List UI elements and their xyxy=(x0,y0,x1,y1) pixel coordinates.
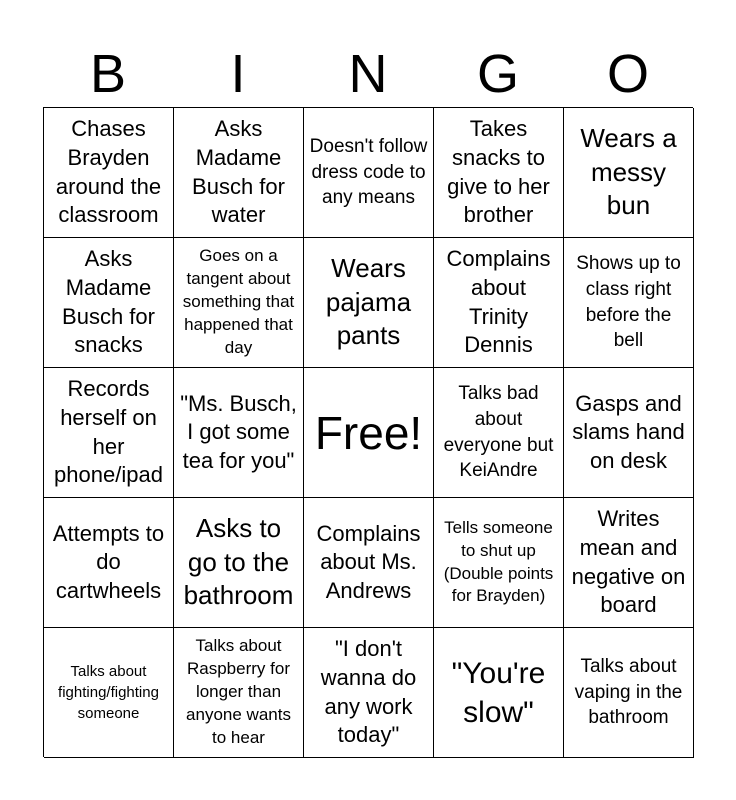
cell-text: Writes mean and negative on board xyxy=(571,506,686,618)
cell-text: Talks bad about everyone but KeiAndre xyxy=(443,383,554,482)
header-letter-g: G xyxy=(476,44,519,104)
bingo-cell[interactable] xyxy=(564,368,694,498)
bingo-cell[interactable] xyxy=(304,108,434,238)
header-letter-i: I xyxy=(230,44,246,104)
bingo-cell[interactable] xyxy=(304,238,434,368)
cell-text: Wears a messy bun xyxy=(580,122,677,221)
bingo-cell[interactable] xyxy=(174,108,304,238)
cell-text: "I don't wanna do any work today" xyxy=(320,636,417,748)
free-space-text: Free! xyxy=(314,406,423,459)
bingo-cell[interactable] xyxy=(434,238,564,368)
cell-text: "Ms. Busch, I got some tea for you" xyxy=(180,390,297,473)
free-space-cell[interactable] xyxy=(304,368,434,498)
bingo-cell[interactable] xyxy=(174,628,304,758)
cell-text: Records herself on her phone/ipad xyxy=(54,376,163,488)
cell-text: Talks about vaping in the bathroom xyxy=(574,656,683,729)
bingo-cell[interactable] xyxy=(44,108,174,238)
bingo-cell[interactable] xyxy=(564,108,694,238)
bingo-cell[interactable] xyxy=(44,368,174,498)
cell-text: Gasps and slams hand on desk xyxy=(572,390,685,473)
bingo-cell[interactable] xyxy=(564,498,694,628)
bingo-cell[interactable] xyxy=(304,628,434,758)
cell-text: Complains about Ms. Andrews xyxy=(316,520,421,603)
bingo-cell[interactable] xyxy=(434,628,564,758)
cell-text: Complains about Trinity Dennis xyxy=(446,246,551,358)
cell-text: Tells someone to shut up (Double points for Brayden) xyxy=(443,517,554,606)
cell-text: Asks to go to the bathroom xyxy=(183,512,294,611)
cell-text: Goes on a tangent about something that happened that day xyxy=(182,246,295,357)
bingo-header xyxy=(43,44,693,104)
bingo-cell[interactable] xyxy=(304,498,434,628)
bingo-cell[interactable] xyxy=(434,498,564,628)
header-letter-b: B xyxy=(89,44,127,104)
cell-text: Chases Brayden around the classroom xyxy=(55,116,162,228)
bingo-cell[interactable] xyxy=(44,628,174,758)
cell-text: Talks about Raspberry for longer than anyone wants to hear xyxy=(186,636,291,747)
cell-text: Asks Madame Busch for water xyxy=(192,116,285,228)
cell-text: Talks about fighting/fighting someone xyxy=(58,663,159,722)
bingo-cell[interactable] xyxy=(174,238,304,368)
header-letter-n: N xyxy=(348,44,388,104)
bingo-cell[interactable] xyxy=(434,368,564,498)
bingo-cell[interactable] xyxy=(174,498,304,628)
bingo-cell[interactable] xyxy=(44,498,174,628)
cell-text: Shows up to class right before the bell xyxy=(576,253,681,352)
bingo-board xyxy=(43,107,693,757)
bingo-cell[interactable] xyxy=(564,628,694,758)
bingo-cell[interactable] xyxy=(434,108,564,238)
bingo-cell[interactable] xyxy=(174,368,304,498)
cell-text: Takes snacks to give to her brother xyxy=(447,116,550,228)
cell-text: Asks Madame Busch for snacks xyxy=(62,246,155,358)
bingo-cell[interactable] xyxy=(564,238,694,368)
cell-text: Doesn't follow dress code to any means xyxy=(309,136,428,209)
header-letter-o: O xyxy=(606,44,649,104)
cell-text: Attempts to do cartwheels xyxy=(52,520,165,603)
bingo-cell[interactable] xyxy=(44,238,174,368)
cell-text: "You're slow" xyxy=(451,656,546,729)
cell-text: Wears pajama pants xyxy=(325,252,412,351)
